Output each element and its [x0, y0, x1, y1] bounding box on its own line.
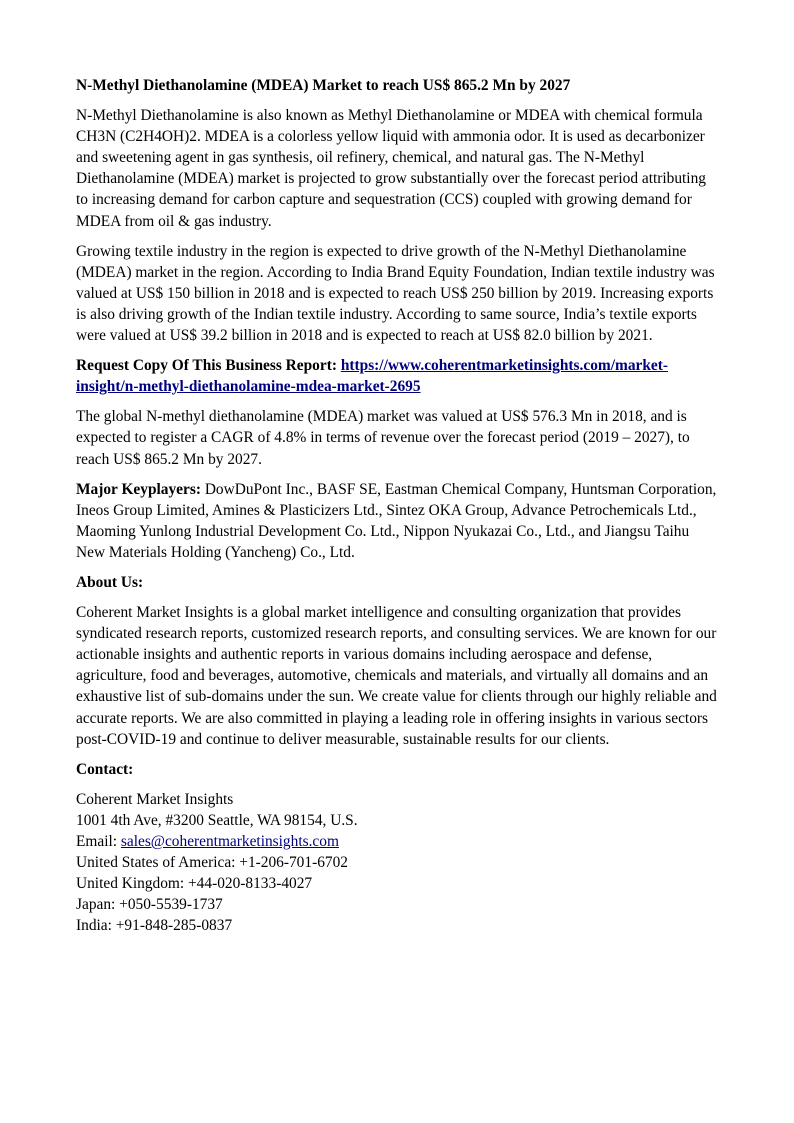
document-page [76, 75, 718, 936]
contact-uk-phone: United Kingdom: +44-020-8133-4027 [76, 875, 313, 893]
contact-email-link[interactable]: sales@coherentmarketinsights.com [120, 833, 339, 850]
keyplayers-text: DowDuPont Inc., BASF SE, Eastman Chemical Company, Huntsman Corporation, Ineos Group Limited, Amines & Plasticizers Ltd., Sintez OKA Group, Advance Petrochemicals Ltd., Maoming Yunlong Industrial Development Co. Ltd., Nippon Nyukazai Co., Ltd., and Jiangsu Taihu New Materials Holding (Yancheng) Co., Ltd. [76, 480, 717, 561]
contact-heading: Contact: [76, 760, 134, 778]
request-copy-label: Request Copy Of This Business Report: [76, 357, 337, 375]
contact-email-line [76, 831, 718, 852]
document-title: N-Methyl Diethanolamine (MDEA) Market to reach US$ 865.2 Mn by 2027 [76, 77, 571, 94]
keyplayers-paragraph [76, 479, 718, 563]
textile-paragraph: Growing textile industry in the region is expected to drive growth of the N-Methyl Diethanolamine (MDEA) market in the region. According to India Brand Equity Foundation, Indian textile industry was valued at US$ 150 billion in 2018 and is expected to reach US$ 250 billion by 2019. Increasing exports is also driving growth of the Indian textile industry. According to same source, India’s textile exports were valued at US$ 39.2 billion in 2018 and is expected to reach at US$ 82.0 billion by 2021. [76, 242, 715, 345]
contact-company: Coherent Market Insights [76, 790, 234, 808]
request-copy-paragraph [76, 355, 718, 397]
about-paragraph: Coherent Market Insights is a global market intelligence and consulting organization that provides syndicated research reports, customized research reports, and consulting services. We are known for our actionable insights and authentic reports in various domains including aerospace and defense, agriculture, food and beverages, automotive, chemicals and materials, and virtually all domains and an exhaustive list of sub-domains under the sun. We create value for clients through our highly reliable and accurate reports. We are also committed in playing a leading role in offering insights in various sectors post-COVID-19 and continue to deliver measurable, sustainable results for our clients. [76, 604, 717, 748]
intro-paragraph: N-Methyl Diethanolamine is also known as Methyl Diethanolamine or MDEA with chemical formula CH3N (C2H4OH)2. MDEA is a colorless yellow liquid with ammonia odor. It is used as decarbonizer and sweetening agent in gas synthesis, oil refinery, chemical, and natural gas. The N-Methyl Diethanolamine (MDEA) market is projected to grow substantially over the forecast period attributing to increasing demand for carbon capture and sequestration (CCS) coupled with growing demand for MDEA from oil & gas industry. [76, 107, 706, 230]
market-value-paragraph: The global N-methyl diethanolamine (MDEA) market was valued at US$ 576.3 Mn in 2018, and is expected to register a CAGR of 4.8% in terms of revenue over the forecast period (2019 – 2027), to reach US$ 865.2 Mn by 2027. [76, 408, 690, 468]
contact-block [76, 789, 718, 937]
contact-japan-phone: Japan: +050-5539-1737 [76, 896, 223, 914]
contact-usa-phone: United States of America: +1-206-701-6702 [76, 854, 348, 872]
keyplayers-label: Major Keyplayers: [76, 480, 201, 498]
contact-india-phone: India: +91-848-285-0837 [76, 917, 233, 935]
report-link[interactable]: https://www.coherentmarketinsights.com/market-insight/n-methyl-diethanolamine-mdea-market-2695 [76, 357, 668, 396]
about-heading: About Us: [76, 573, 144, 591]
contact-email-label: Email: [76, 833, 121, 850]
contact-address: 1001 4th Ave, #3200 Seattle, WA 98154, U.S. [76, 811, 358, 829]
